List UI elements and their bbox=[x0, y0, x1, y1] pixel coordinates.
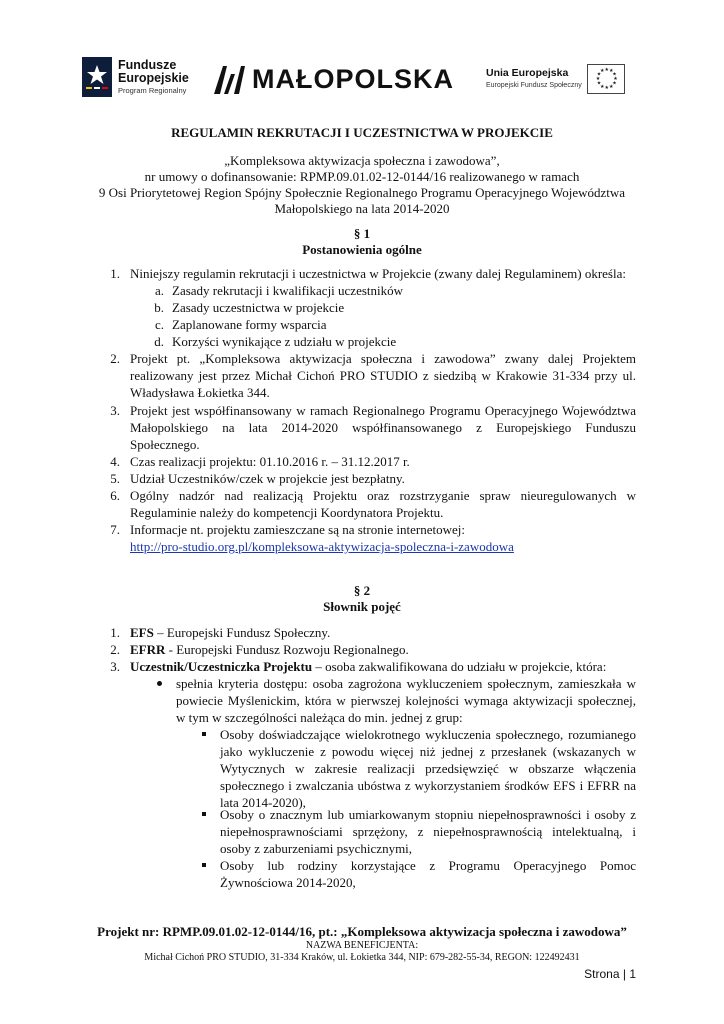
s1-sub-a-text: Zasady rekrutacji i kwalifikacji uczestników bbox=[172, 283, 404, 298]
s1-sub-d-letter: d. bbox=[154, 334, 164, 349]
s1-item7-number: 7. bbox=[110, 522, 120, 537]
section1-number: § 1 bbox=[353, 226, 371, 241]
svg-text:★: ★ bbox=[604, 67, 609, 73]
svg-text:★: ★ bbox=[609, 83, 614, 90]
svg-text:★: ★ bbox=[600, 83, 605, 90]
axis-line: 9 Osi Priorytetowej Region Spójny Społecznie Regionalnego Programu Operacyjnego Województwa bbox=[98, 185, 626, 200]
page-number: Strona | 1 bbox=[584, 967, 636, 981]
fe-line1: Fundusze bbox=[118, 58, 177, 72]
s2-bullet-line3: w tym w szczególności należąca do min. jednej z grup: bbox=[176, 710, 463, 725]
s2-bullet-line1: spełnia kryteria dostępu: osoba zagrożona wykluczeniem społecznym, zamieszkała w bbox=[176, 676, 636, 691]
s2-item3-number: 3. bbox=[110, 659, 120, 674]
s1-item3-line3: Społecznego. bbox=[130, 437, 200, 452]
project-name-line: „Kompleksowa aktywizacja społeczna i zawodowa”, bbox=[224, 153, 500, 168]
s2-sq2-line1: Osoby o znacznym lub umiarkowanym stopniu niepełnosprawności i osoby z bbox=[220, 807, 636, 822]
s2-sq2-line2: niepełnosprawnościami sprzężony, z niepełnosprawnością intelektualną, i bbox=[220, 824, 636, 839]
s2-sq1-line4: społecznego i zwalczania ubóstwa z wykorzystaniem środków EFS i EFRR na bbox=[220, 778, 636, 793]
s1-item4-number: 4. bbox=[110, 454, 120, 469]
svg-text:★: ★ bbox=[612, 71, 617, 78]
svg-text:★: ★ bbox=[600, 68, 605, 75]
s2-item1-number: 1. bbox=[110, 625, 120, 640]
s2-bullet-line2: powiecie Myślenickim, która w pierwszej kolejności wymaga aktywizacji społecznej, bbox=[176, 693, 636, 708]
s1-sub-c-letter: c. bbox=[154, 317, 164, 332]
s1-item5-number: 5. bbox=[110, 471, 120, 486]
region-line: Małopolskiego na lata 2014-2020 bbox=[274, 201, 450, 216]
s1-item2-line3: Władysława Łokietka 344. bbox=[130, 385, 270, 400]
malopolska-text: MAŁOPOLSKA bbox=[252, 64, 454, 94]
s1-item6-line2: Regulaminie należy do kompetencji Koordynatora Projektu. bbox=[130, 505, 444, 520]
s2-item1-text bbox=[130, 625, 330, 641]
s1-item3-line1: Projekt jest współfinansowany w ramach Regionalnego Programu Operacyjnego Województwa bbox=[130, 403, 636, 418]
eu-flag-icon bbox=[587, 64, 625, 94]
unia-europejska-logo bbox=[486, 64, 626, 100]
s1-item7-line1: Informacje nt. projektu zamieszczane są na stronie internetowej: bbox=[130, 522, 465, 537]
svg-text:★: ★ bbox=[609, 68, 614, 75]
s2-sq3-line2: Żywnościowa 2014-2020, bbox=[220, 875, 356, 890]
agreement-line: nr umowy o dofinansowanie: RPMP.09.01.02-12-0144/16 realizowanego w ramach bbox=[144, 169, 580, 184]
svg-text:★: ★ bbox=[612, 80, 617, 87]
s2-item2-number: 2. bbox=[110, 642, 120, 657]
fe-line3: Program Regionalny bbox=[118, 86, 187, 95]
footer-beneficiary-label: NAZWA BENEFICJENTA: bbox=[305, 940, 419, 951]
fe-star-icon bbox=[82, 57, 112, 97]
square-bullet-icon bbox=[202, 732, 206, 736]
ue-line2: Europejski Fundusz Społeczny bbox=[486, 82, 582, 89]
s2-item2-rest: - Europejski Fundusz Rozwoju Regionalnego. bbox=[165, 642, 409, 657]
s2-sq2-line3: osoby z zaburzeniami psychicznymi, bbox=[220, 841, 413, 856]
s2-item3-term: Uczestnik/Uczestniczka Projektu bbox=[130, 659, 313, 674]
s2-sq1-line2: jako wykluczenie z powodu więcej niż jednej z przesłanek (wskazanych w bbox=[220, 744, 636, 759]
svg-text:★: ★ bbox=[604, 85, 609, 91]
s1-item2-number: 2. bbox=[110, 351, 120, 366]
s1-sub-d-text: Korzyści wynikające z udziału w projekcie bbox=[172, 334, 397, 349]
svg-text:★: ★ bbox=[596, 80, 602, 87]
s1-item1-line1: Niniejszy regulamin rekrutacji i uczestnictwa w Projekcie (zwany dalej Regulaminem) określa: bbox=[130, 266, 626, 281]
square-bullet-icon bbox=[202, 812, 206, 816]
s1-item2-line2: realizowany jest przez Michał Cichoń PRO STUDIO z siedzibą w Krakowie 31-334 przy ul. bbox=[130, 368, 636, 383]
s2-sq1-line5: lata 2014-2020), bbox=[220, 795, 306, 810]
s2-item2-term: EFRR bbox=[130, 642, 166, 657]
square-bullet-icon bbox=[202, 863, 206, 867]
s2-item3-text bbox=[130, 659, 606, 675]
s1-item3-line2: Małopolskiego na lata 2014-2020 współfinansowanego z Europejskiego Funduszu bbox=[130, 420, 636, 435]
section2-heading: Słownik pojęć bbox=[323, 599, 401, 614]
svg-text:★: ★ bbox=[613, 76, 618, 82]
fundusze-europejskie-logo bbox=[82, 53, 212, 101]
footer-beneficiary: Michał Cichoń PRO STUDIO, 31-334 Kraków, ul. Łokietka 344, NIP: 679-282-55-34, REGON: 122492431 bbox=[144, 952, 580, 963]
svg-text:★: ★ bbox=[596, 71, 602, 78]
s2-sq1-line1: Osoby doświadczające wielokrotnego wykluczenia społecznego, rozumianego bbox=[220, 727, 636, 742]
malopolska-mark-icon bbox=[214, 64, 248, 96]
s1-item6-line1: Ogólny nadzór nad realizacją Projektu oraz rozstrzyganie spraw nieuregulowanych w bbox=[130, 488, 636, 503]
section1-heading: Postanowienia ogólne bbox=[302, 242, 422, 257]
s2-item1-term: EFS bbox=[130, 625, 154, 640]
s1-sub-b-letter: b. bbox=[154, 300, 164, 315]
s2-item1-rest: – Europejski Fundusz Społeczny. bbox=[153, 625, 331, 640]
s1-item1-number: 1. bbox=[110, 266, 120, 281]
s2-item3-rest: – osoba zakwalifikowana do udziału w projekcie, która: bbox=[312, 659, 607, 674]
svg-text:★: ★ bbox=[595, 76, 601, 82]
s1-item3-number: 3. bbox=[110, 403, 120, 418]
ue-line1: Unia Europejska bbox=[486, 67, 569, 79]
s1-sub-a-letter: a. bbox=[154, 283, 164, 298]
s2-item2-text bbox=[130, 642, 409, 658]
bullet-dot-icon bbox=[157, 681, 162, 686]
fe-line2: Europejskie bbox=[118, 71, 189, 85]
s1-sub-c-text: Zaplanowane formy wsparcia bbox=[172, 317, 327, 332]
footer-project: Projekt nr: RPMP.09.01.02-12-0144/16, pt.: „Kompleksowa aktywizacja społeczna i zawodowa” bbox=[97, 924, 627, 939]
s1-item6-number: 6. bbox=[110, 488, 120, 503]
s1-item2-line1: Projekt pt. „Kompleksowa aktywizacja społeczna i zawodowa” zwany dalej Projektem bbox=[130, 351, 636, 366]
document-title: REGULAMIN REKRUTACJI I UCZESTNICTWA W PROJEKCIE bbox=[171, 125, 553, 140]
project-website-link[interactable]: http://pro-studio.org.pl/kompleksowa-aktywizacja-spoleczna-i-zawodowa bbox=[130, 539, 514, 554]
s2-sq3-line1: Osoby lub rodziny korzystające z Programu Operacyjnego Pomoc bbox=[220, 858, 636, 873]
s1-sub-b-text: Zasady uczestnictwa w projekcie bbox=[172, 300, 345, 315]
section2-number: § 2 bbox=[353, 583, 371, 598]
s2-sq1-line3: Wytycznych w zakresie realizacji przedsięwzięć w obszarze włączenia bbox=[220, 761, 636, 776]
s1-item5-line1: Udział Uczestników/czek w projekcie jest bezpłatny. bbox=[130, 471, 405, 486]
s1-item4-line1: Czas realizacji projektu: 01.10.2016 r. – 31.12.2017 r. bbox=[130, 454, 410, 469]
